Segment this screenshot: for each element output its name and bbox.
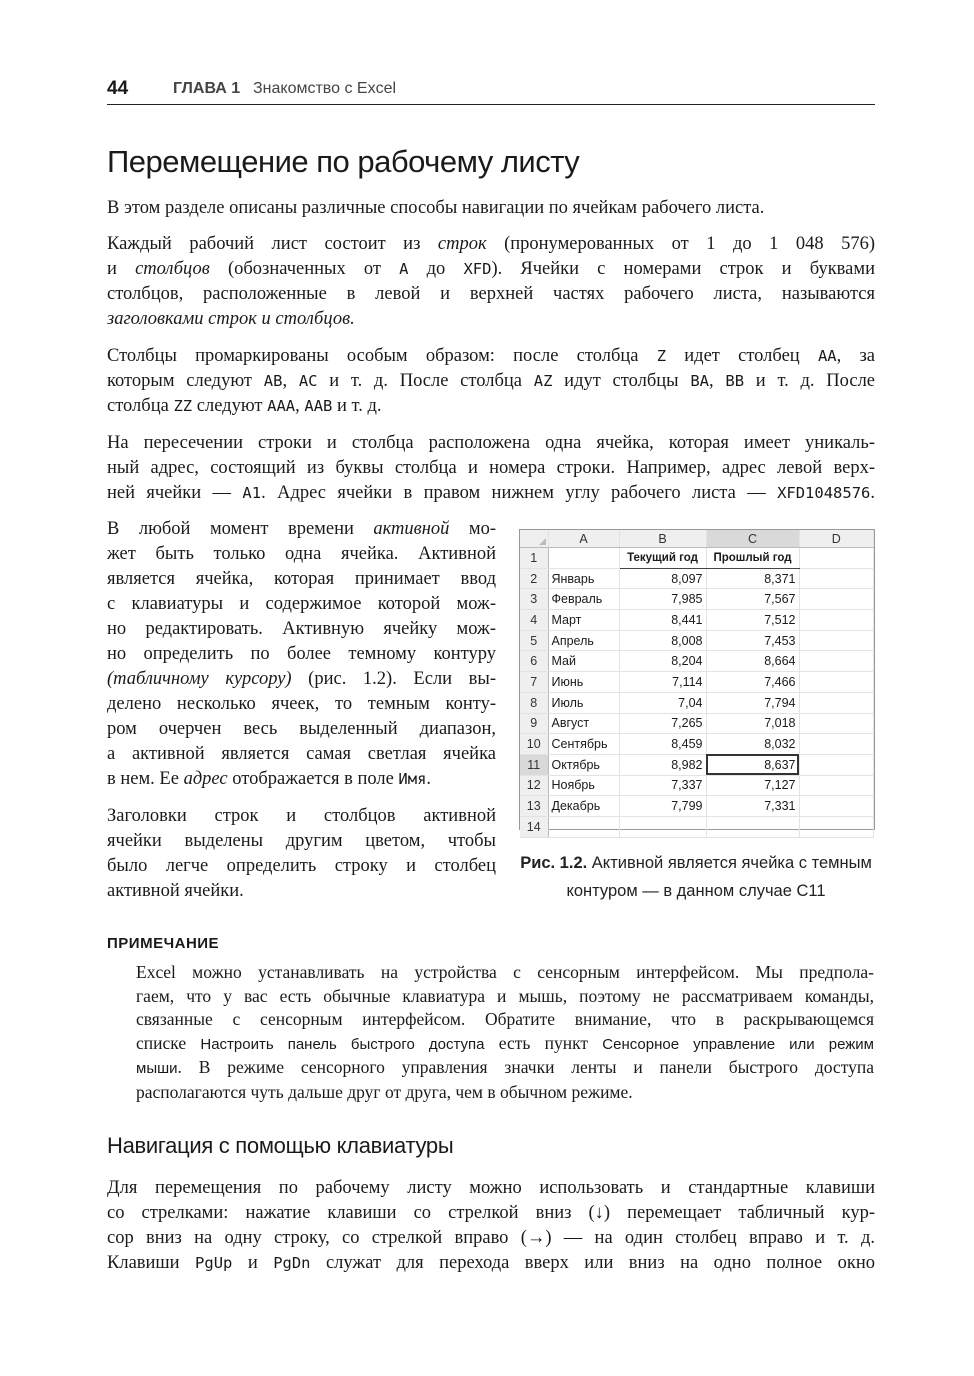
cell-header-last-year: Прошлый год (706, 548, 799, 569)
note-body: Excel можно устанавливать на устройства с сенсорным интерфейсом. Мы предпола- гаем, что у вас есть обычные клавиатура и мышь, поэтому не рассматриваем команды, связанные с сенсорным интерфейсом. Обратите внимание, что в раскрывающемся списке Настроить панель быстрого доступа есть пункт Сенсорное управление или режим мыши. В режиме сенсорного управления значки ленты и панели быстрого доступа располагаются чуть дальше друг от друга, чем в обычном режиме. (136, 962, 874, 1102)
table-row: 8 Июль 7,04 7,794 (520, 692, 874, 713)
cell-header-current-year: Текущий год (619, 548, 706, 569)
cell (548, 548, 619, 569)
paragraph-headers-highlight: Заголовки строк и столбцов активной ячейки выделены другим цветом, чтобы было легче определить строку и столбец активной ячейки. (107, 806, 496, 901)
chapter-title: Знакомство с Excel (253, 80, 397, 97)
table-row: 3 Февраль 7,985 7,567 (520, 589, 874, 610)
paragraph-active-cell: В любой момент времени активной мо- жет быть только одна ячейка. Активной является ячейка, которая принимает ввод с клавиатуры и содержимое которой мож- но редактировать. Активную ячейку мож- но определить по более темному контуру (табличному курсору) (рис. 1.2). Если вы- делено несколько ячеек, то темным конту- ром очерчен весь выделенный диапазон, а активной является самая светлая ячейка в нем. Ее адрес отображается в поле Имя. (107, 519, 496, 789)
spreadsheet-grid (520, 530, 874, 838)
figure-caption: Рис. 1.2. Активной является ячейка с темным контуром — в данном случае C11 (520, 854, 872, 900)
select-all-corner (520, 530, 548, 548)
note-title: ПРИМЕЧАНИЕ (107, 935, 220, 952)
column-header-row (520, 530, 874, 548)
table-row: 10 Сентябрь 8,459 8,032 (520, 734, 874, 755)
running-header (107, 74, 875, 105)
active-cell-c11[interactable]: 8,637 (706, 754, 799, 775)
table-row: 13 Декабрь 7,799 7,331 (520, 796, 874, 817)
section-title: Перемещение по рабочему листу (107, 144, 580, 179)
column-header-a: A (548, 530, 619, 548)
subsection-title: Навигация с помощью клавиатуры (107, 1133, 454, 1158)
page-number: 44 (107, 78, 129, 99)
table-row: 5 Апрель 8,008 7,453 (520, 630, 874, 651)
column-header-c: C (706, 530, 799, 548)
chapter-label: ГЛАВА 1 (173, 80, 241, 97)
table-row: 9 Август 7,265 7,018 (520, 713, 874, 734)
column-header-d: D (799, 530, 874, 548)
table-row: 4 Март 8,441 7,512 (520, 610, 874, 631)
paragraph-line: В этом разделе описаны различные способы навигации по ячейкам рабочего листа. (107, 198, 765, 218)
spreadsheet-figure (519, 529, 875, 834)
paragraph-column-labels: Столбцы промаркированы особым образом: после столбца Z идет столбец AA, за которым следуют AB, AC и т. д. После столбца AZ идут столбцы BA, BB и т. д. После столбца ZZ следуют AAA, AAB и т. д. (107, 346, 876, 416)
table-row: 6 Май 8,204 8,664 (520, 651, 874, 672)
table-row (520, 548, 874, 569)
paragraph-rows-columns: Каждый рабочий лист состоит из строк (пронумерованных от 1 до 1 048 576) и столбцов (обозначенных от A до XFD). Ячейки с номерами строк и буквами столбцов, расположенные в левой и верхней частях рабочего листа, называются заголовками строк и столбцов. (107, 234, 876, 329)
table-row-active: 11 Октябрь 8,982 8,637 (520, 754, 874, 775)
table-row: 12 Ноябрь 7,337 7,127 (520, 775, 874, 796)
table-row: 2 Январь 8,097 8,371 (520, 568, 874, 589)
table-row: 14 (520, 816, 874, 837)
cell (799, 548, 874, 569)
paragraph-intro (107, 196, 875, 221)
row-header: 1 (520, 548, 548, 569)
paragraph-cell-address: На пересечении строки и столбца расположена одна ячейка, которая имеет уникаль- ный адрес, состоящий из буквы столбца и номера строки. Например, адрес левой верх- ней ячейки — A1. Адрес ячейки в правом нижнем углу рабочего листа — XFD1048576. (107, 433, 876, 503)
table-row: 7 Июнь 7,114 7,466 (520, 672, 874, 693)
paragraph-keyboard-navigation: Для перемещения по рабочему листу можно использовать и стандартные клавиши со стрелками: нажатие клавиши со стрелкой вниз (↓) перемещает табличный кур- сор вниз на одну строку, со стрелкой вправо (→) — на один столбец вправо и т. д. Клавиши PgUp и PgDn служат для перехода вверх или вниз на одно полное окно (107, 1178, 875, 1273)
column-header-b: B (619, 530, 706, 548)
